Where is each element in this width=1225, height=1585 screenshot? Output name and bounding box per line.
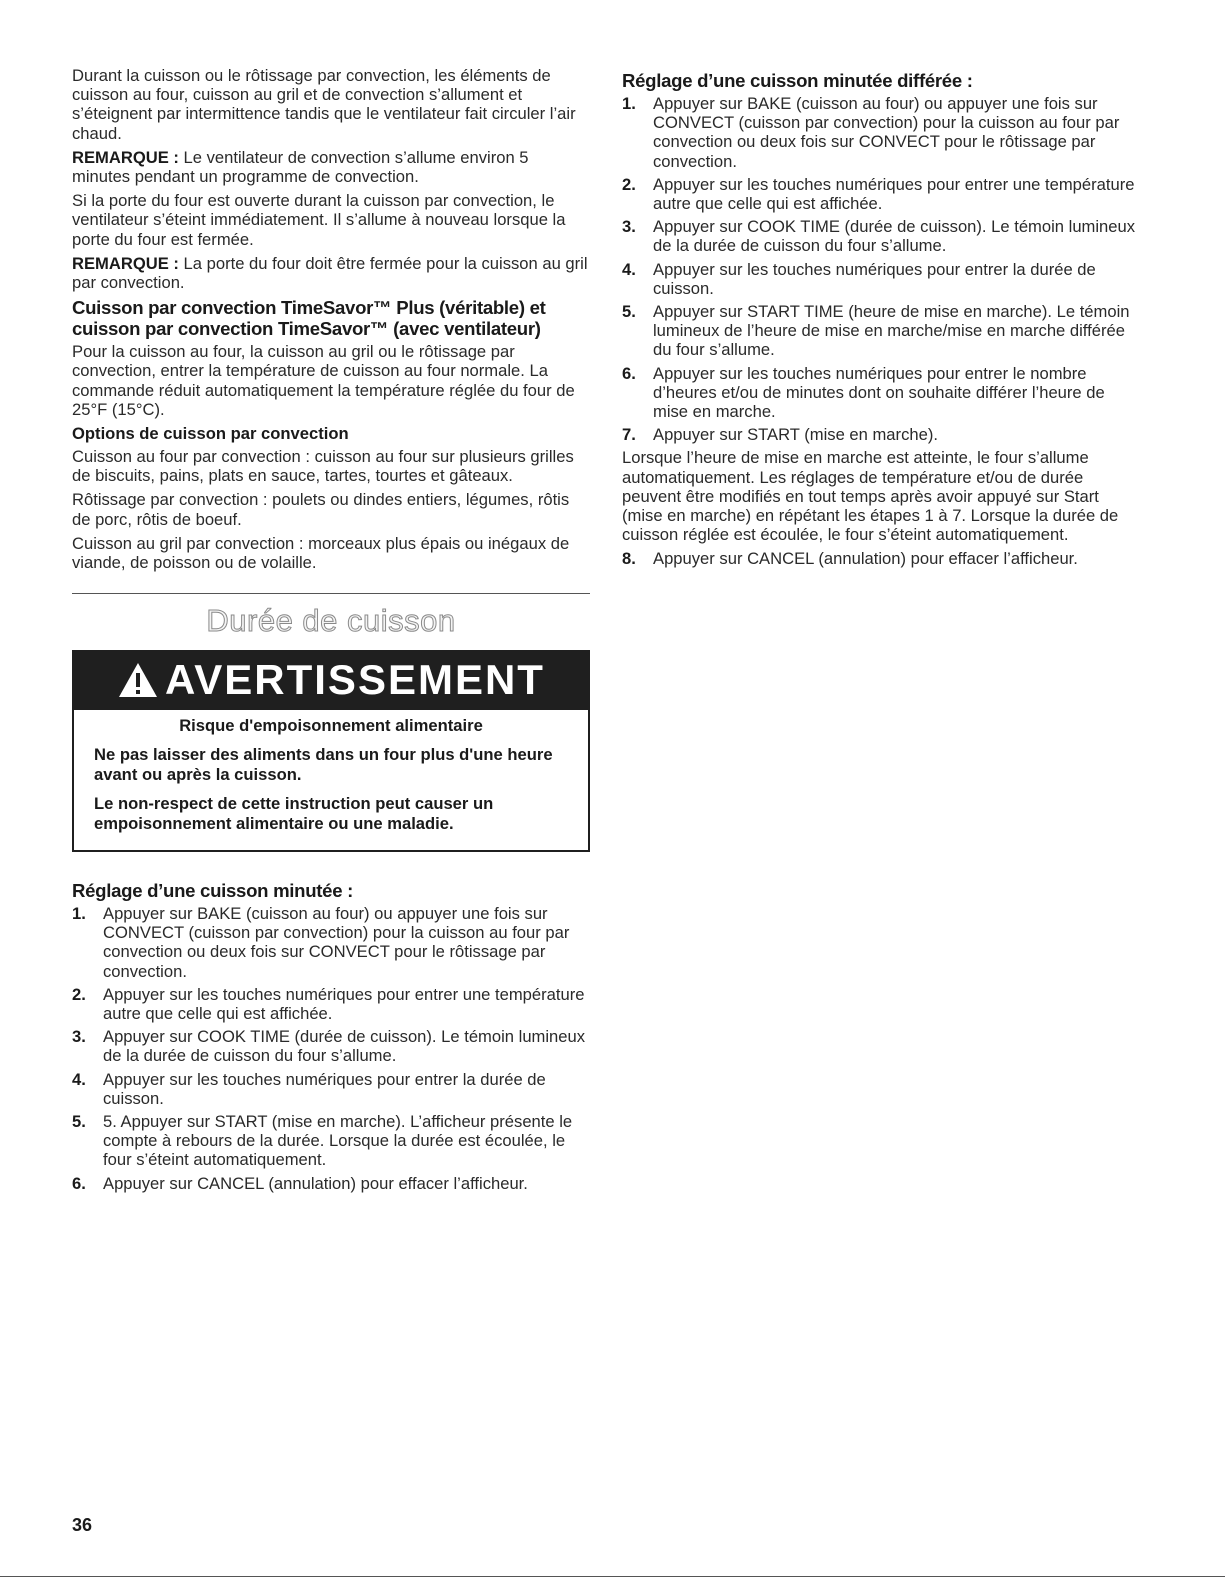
list-item: 4. Appuyer sur les touches numériques pour entrer la durée de cuisson. [622, 259, 1096, 298]
page-number: 36 [72, 1515, 93, 1535]
page-bottom-rule [0, 1576, 1225, 1577]
option-paragraph: Rôtissage par convection : poulets ou dindes entiers, légumes, rôtis de porc, rôtis de boeuf. [72, 490, 570, 529]
timesaver-paragraph: Pour la cuisson au four, la cuisson au gril ou le rôtissage par convection, entrer la température de cuisson au four normale. La commande réduit automatiquement la température réglée du four de 25°F (15°C). [72, 342, 575, 419]
section-divider [72, 593, 590, 594]
list-item: 3. Appuyer sur COOK TIME (durée de cuisson). Le témoin lumineux de la durée de cuisson du four s’allume. [72, 1027, 586, 1066]
right-column [622, 66, 1142, 573]
list-item: 4. Appuyer sur les touches numériques pour entrer la durée de cuisson. [72, 1069, 546, 1108]
warning-triangle-icon [117, 661, 159, 699]
options-heading: Options de cuisson par convection [72, 424, 349, 444]
timesaver-heading: Cuisson par convection TimeSavor™ Plus (véritable) et cuisson par convection TimeSavor™ (avec ventilateur) [72, 297, 546, 340]
delayed-paragraph: Lorsque l’heure de mise en marche est atteinte, le four s’allume automatiquement. Les réglages de température et/ou de durée peuvent être modifiés en tout temps après avoir appuyé sur Start (mise en marche) en répétant les étapes 1 à 7. Lorsque la durée de cuisson réglée est écoulée, le four s’éteint automatiquement. [622, 448, 1119, 545]
warning-box [72, 650, 590, 852]
list-item: 2. Appuyer sur les touches numériques pour entrer une température autre que celle qui est affichée. [72, 984, 585, 1024]
warning-banner [74, 652, 588, 710]
list-item: 1. Appuyer sur BAKE (cuisson au four) ou appuyer une fois sur CONVECT (cuisson par convection) pour la cuisson au four par convection ou deux fois sur CONVECT pour le rôtissage par convection. [622, 94, 1120, 171]
remark-paragraph-1 [72, 148, 590, 186]
door-paragraph: Si la porte du four est ouverte durant la cuisson par convection, le ventilateur s’éteint immédiatement. Il s’allume à nouveau lorsque la porte du four est fermée. [72, 191, 566, 249]
left-column [72, 66, 590, 577]
timed-heading: Réglage d’une cuisson minutée : [72, 880, 354, 901]
remark-label: REMARQUE : [72, 147, 179, 167]
list-item: 2. Appuyer sur les touches numériques pour entrer une température autre que celle qui est affichée. [622, 174, 1135, 214]
list-item: 1. Appuyer sur BAKE (cuisson au four) ou appuyer une fois sur CONVECT (cuisson par convection) pour la cuisson au four par convection ou deux fois sur CONVECT pour le rôtissage par convection. [72, 904, 570, 981]
remark-text: La porte du four doit être fermée pour la cuisson au gril par convection. [72, 253, 588, 293]
list-item: 6. Appuyer sur les touches numériques pour entrer le nombre d’heures et/ou de minutes dont on souhaite différer l’heure de mise en marche. [622, 363, 1105, 422]
list-item: 7. Appuyer sur START (mise en marche). [622, 425, 938, 445]
warning-banner-label: AVERTISSEMENT [165, 656, 545, 703]
list-item: 3. Appuyer sur COOK TIME (durée de cuisson). Le témoin lumineux de la durée de cuisson du four s’allume. [622, 217, 1136, 256]
delayed-heading: Réglage d’une cuisson minutée différée : [622, 70, 973, 91]
list-item: 5. Appuyer sur START TIME (heure de mise en marche). Le témoin lumineux de l’heure de mise en marche/mise en marche différée du four s’allume. [622, 302, 1130, 360]
remark-text: Le ventilateur de convection s’allume environ 5 minutes pendant un programme de convection. [72, 147, 529, 187]
intro-paragraph: Durant la cuisson ou le rôtissage par convection, les éléments de cuisson au four, cuisson au gril et de convection s’allument et s’éteignent par intermittence tandis que le ventilateur fait circuler l’air chaud. [72, 66, 576, 143]
delayed-steps [622, 94, 1142, 444]
timed-cooking-section [72, 876, 590, 1197]
list-item: 6. Appuyer sur CANCEL (annulation) pour effacer l’afficheur. [72, 1173, 528, 1193]
option-paragraph: Cuisson au gril par convection : morceaux plus épais ou inégaux de viande, de poisson ou de volaille. [72, 533, 570, 573]
option-paragraph: Cuisson au four par convection : cuisson au four sur plusieurs grilles de biscuits, pains, plats en sauce, tartes, tourtes et gâteaux. [72, 447, 574, 486]
list-item: 5. 5. Appuyer sur START (mise en marche). L’afficheur présente le compte à rebours de la durée. Lorsque la durée est écoulée, le four s’éteint automatiquement. [72, 1112, 573, 1170]
list-item: 8. Appuyer sur CANCEL (annulation) pour effacer l’afficheur. [622, 549, 1078, 569]
warning-line: Ne pas laisser des aliments dans un four plus d'une heure avant ou après la cuisson. [94, 745, 553, 785]
warning-line: Le non-respect de cette instruction peut causer un empoisonnement alimentaire ou une maladie. [94, 794, 494, 834]
warning-risk: Risque d'empoisonnement alimentaire [179, 716, 483, 735]
remark-paragraph-2 [72, 254, 590, 292]
timed-steps [72, 904, 590, 1193]
remark-label: REMARQUE : [72, 253, 179, 273]
duree-heading: Durée de cuisson [206, 603, 456, 638]
